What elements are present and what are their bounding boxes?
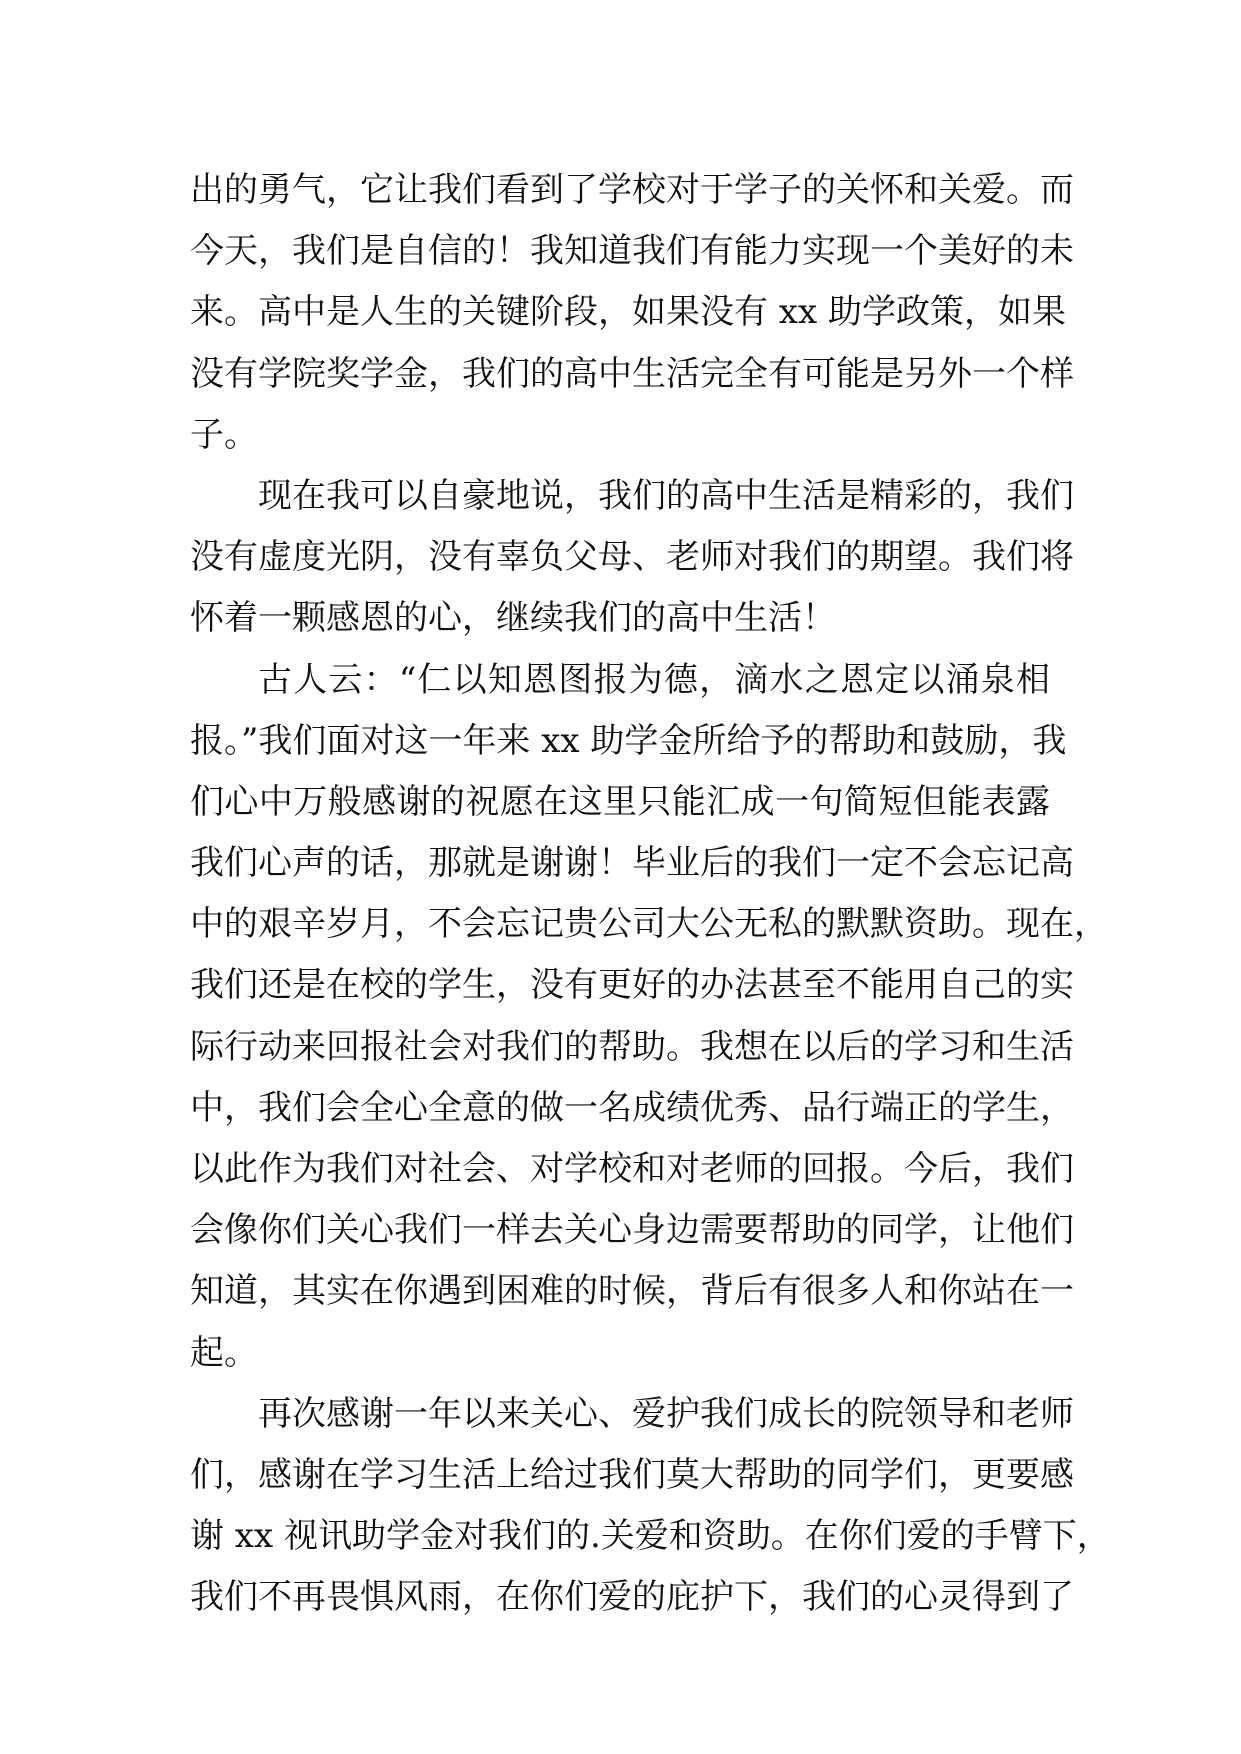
text-line: 谢 xx 视讯助学金对我们的.关爱和资助。在你们爱的手臂下， (190, 1516, 1111, 1557)
text-line: 际行动来回报社会对我们的帮助。我想在以后的学习和生活 (190, 1026, 1074, 1067)
text-line: 知道，其实在你遇到困难的时候，背后有很多人和你站在一 (190, 1271, 1074, 1312)
text-line: 我们心声的话，那就是谢谢！毕业后的我们一定不会忘记高 (190, 843, 1074, 884)
text-line: 们，感谢在学习生活上给过我们莫大帮助的同学们，更要感 (190, 1454, 1074, 1495)
text-line: 会像你们关心我们一样去关心身边需要帮助的同学，让他们 (190, 1210, 1074, 1251)
text-line: 报。”我们面对这一年来 xx 助学金所给予的帮助和鼓励，我 (190, 720, 1067, 761)
text-line: 中，我们会全心全意的做一名成绩优秀、品行端正的学生， (190, 1087, 1074, 1128)
text-line: 子。 (190, 414, 258, 455)
paragraph-first-line: 古人云：“仁以知恩图报为德，滴水之恩定以涌泉相 (258, 659, 1050, 700)
body-text (190, 160, 1111, 1629)
paragraph-first-line: 再次感谢一年以来关心、爱护我们成长的院领导和老师 (258, 1393, 1074, 1434)
text-line: 我们不再畏惧风雨，在你们爱的庇护下，我们的心灵得到了 (190, 1577, 1074, 1618)
text-line: 起。 (190, 1332, 258, 1373)
text-line: 没有虚度光阴，没有辜负父母、老师对我们的期望。我们将 (190, 537, 1074, 578)
text-line: 中的艰辛岁月，不会忘记贵公司大公无私的默默资助。现在， (190, 904, 1108, 945)
text-line: 们心中万般感谢的祝愿在这里只能汇成一句简短但能表露 (190, 781, 1050, 822)
text-line: 没有学院奖学金，我们的高中生活完全有可能是另外一个样 (190, 353, 1074, 394)
text-line: 我们还是在校的学生，没有更好的办法甚至不能用自己的实 (190, 965, 1074, 1006)
text-line: 出的勇气，它让我们看到了学校对于学子的关怀和关爱。而 (190, 170, 1074, 210)
text-line: 今天，我们是自信的！我知道我们有能力实现一个美好的未 (190, 231, 1074, 272)
text-line: 来。高中是人生的关键阶段，如果没有 xx 助学政策，如果 (190, 292, 1066, 333)
text-line: 以此作为我们对社会、对学校和对老师的回报。今后，我们 (190, 1149, 1074, 1189)
text-line: 怀着一颗感恩的心，继续我们的高中生活！ (190, 598, 836, 639)
paragraph-first-line: 现在我可以自豪地说，我们的高中生活是精彩的，我们 (258, 475, 1074, 516)
